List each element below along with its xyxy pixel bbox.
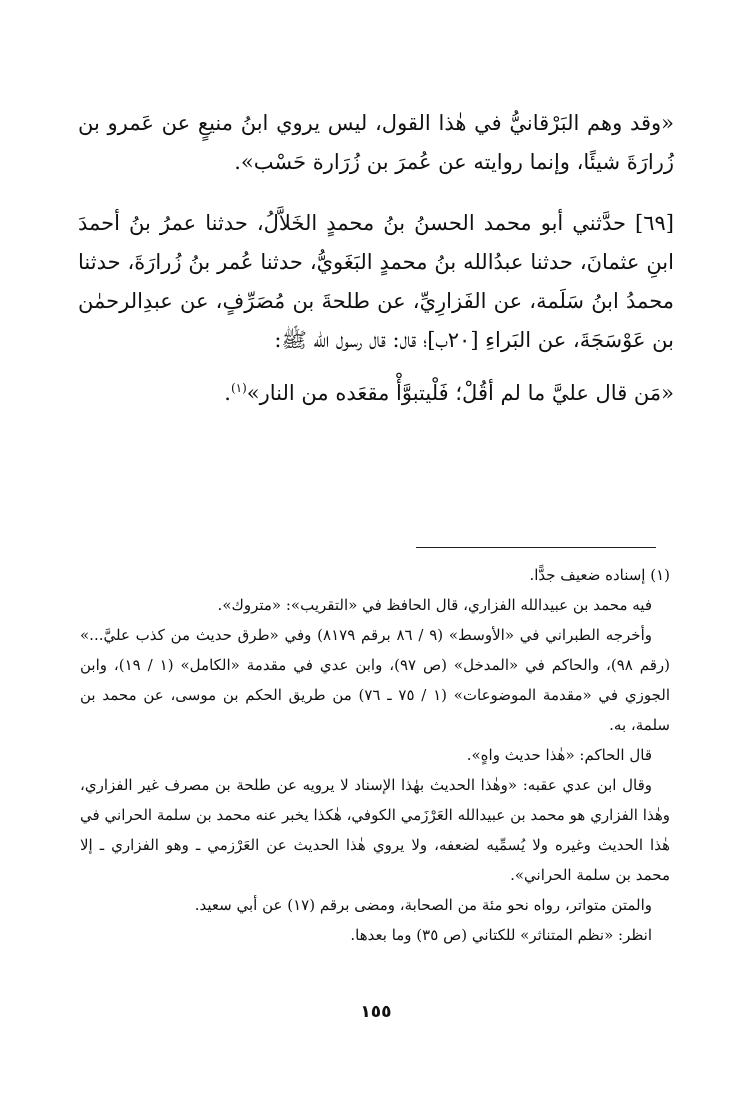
footnote-line: وأخرجه الطبراني في «الأوسط» (٩ / ٨٦ برقم ٨١٧٩) وفي «طرق حديث من كذب عليَّ...» (رقم ٩٨)، والحاكم في «المدخل» (ص ٩٧)، وابن عدي في مقدمة «الكامل» (١ / ١٩)، وابن الجوزي في «مقدمة الموضوعات» (١ / ٧٥ ـ ٧٦) من طريق الحكم بن موسى، عن محمد بن سلمة، به. [80, 626, 671, 734]
hadith-quote: «مَن قال عليَّ ما لم أقُلْ؛ فَلْيتبوَّأْ مقعَده من النار»$^{(١)}$. [224, 381, 674, 405]
footnote-separator [416, 547, 656, 548]
footnote-ref: (١) [230, 381, 247, 395]
paragraph-1: «وقد وهم البَرْقانيُّ في هٰذا القول، ليس يروي ابنُ منيعٍ عن عَمرو بن زُرارَةَ شيئًا، وإنما روايته عن عُمرَ بن زُرَارة حَسْب». [78, 111, 674, 174]
footnote-line: وقال ابن عدي عقبه: «وهٰذا الحديث بهٰذا الإسناد لا يرويه عن طلحة بن مصرف غير الفزاري، وهٰذا الفزاري هو محمد بن عبيدالله العَرْزَمي الكوفي، هٰكذا يخبر عنه محمد بن سلمة الحراني في هٰذا الحديث وغيره ولا يُسمِّيه لضعفه، ولا يروي هٰذا الحديث عن العَرْزمي ـ وهو الفزاري ـ إلا محمد بن سلمة الحراني». [80, 776, 670, 884]
footnotes [80, 560, 670, 950]
footnote-line: قال الحاكم: «هٰذا حديث واهٍ». [466, 746, 652, 764]
main-text [78, 104, 674, 413]
hadith-text: «مَن قال عليَّ ما لم أقُلْ؛ فَلْيتبوَّأْ مقعَده من النار» [246, 381, 674, 405]
paragraph-hadith-69: [٦٩] حدَّثني أبو محمد الحسنُ بنُ محمدٍ الخَلاَّلُ، حدثنا عمرُ بنُ أحمدَ ابنِ عثمانَ، حدثنا عبدُالله بنُ محمدٍ البَغَويُّ، حدثنا عُمر بنُ زُرارَةَ، حدثنا محمدُ ابنُ سَلَمة، عن الفَزارِيِّ، عن طلحةَ بن مُصَرِّفٍ، عن عبدِالرحمٰن بن عَوْسَجَةَ، عن البَراءِ [٢٠ب]؛ قال: قال رسول الله ﷺ: [78, 211, 674, 352]
footnote-line: والمتن متواتر، رواه نحو مئة من الصحابة، ومضى برقم (١٧) عن أبي سعيد. [194, 896, 652, 914]
footnote-line: انظر: «نظم المتناثر» للكتاني (ص ٣٥) وما بعدها. [350, 926, 652, 944]
page-number: ١٥٥ [360, 1002, 392, 1022]
footnote-1: (١) إسناده ضعيف جدًّا. [529, 566, 670, 584]
footnote-line: فيه محمد بن عبيدالله الفزاري، قال الحافظ في «التقريب»: «متروك». [217, 596, 652, 614]
